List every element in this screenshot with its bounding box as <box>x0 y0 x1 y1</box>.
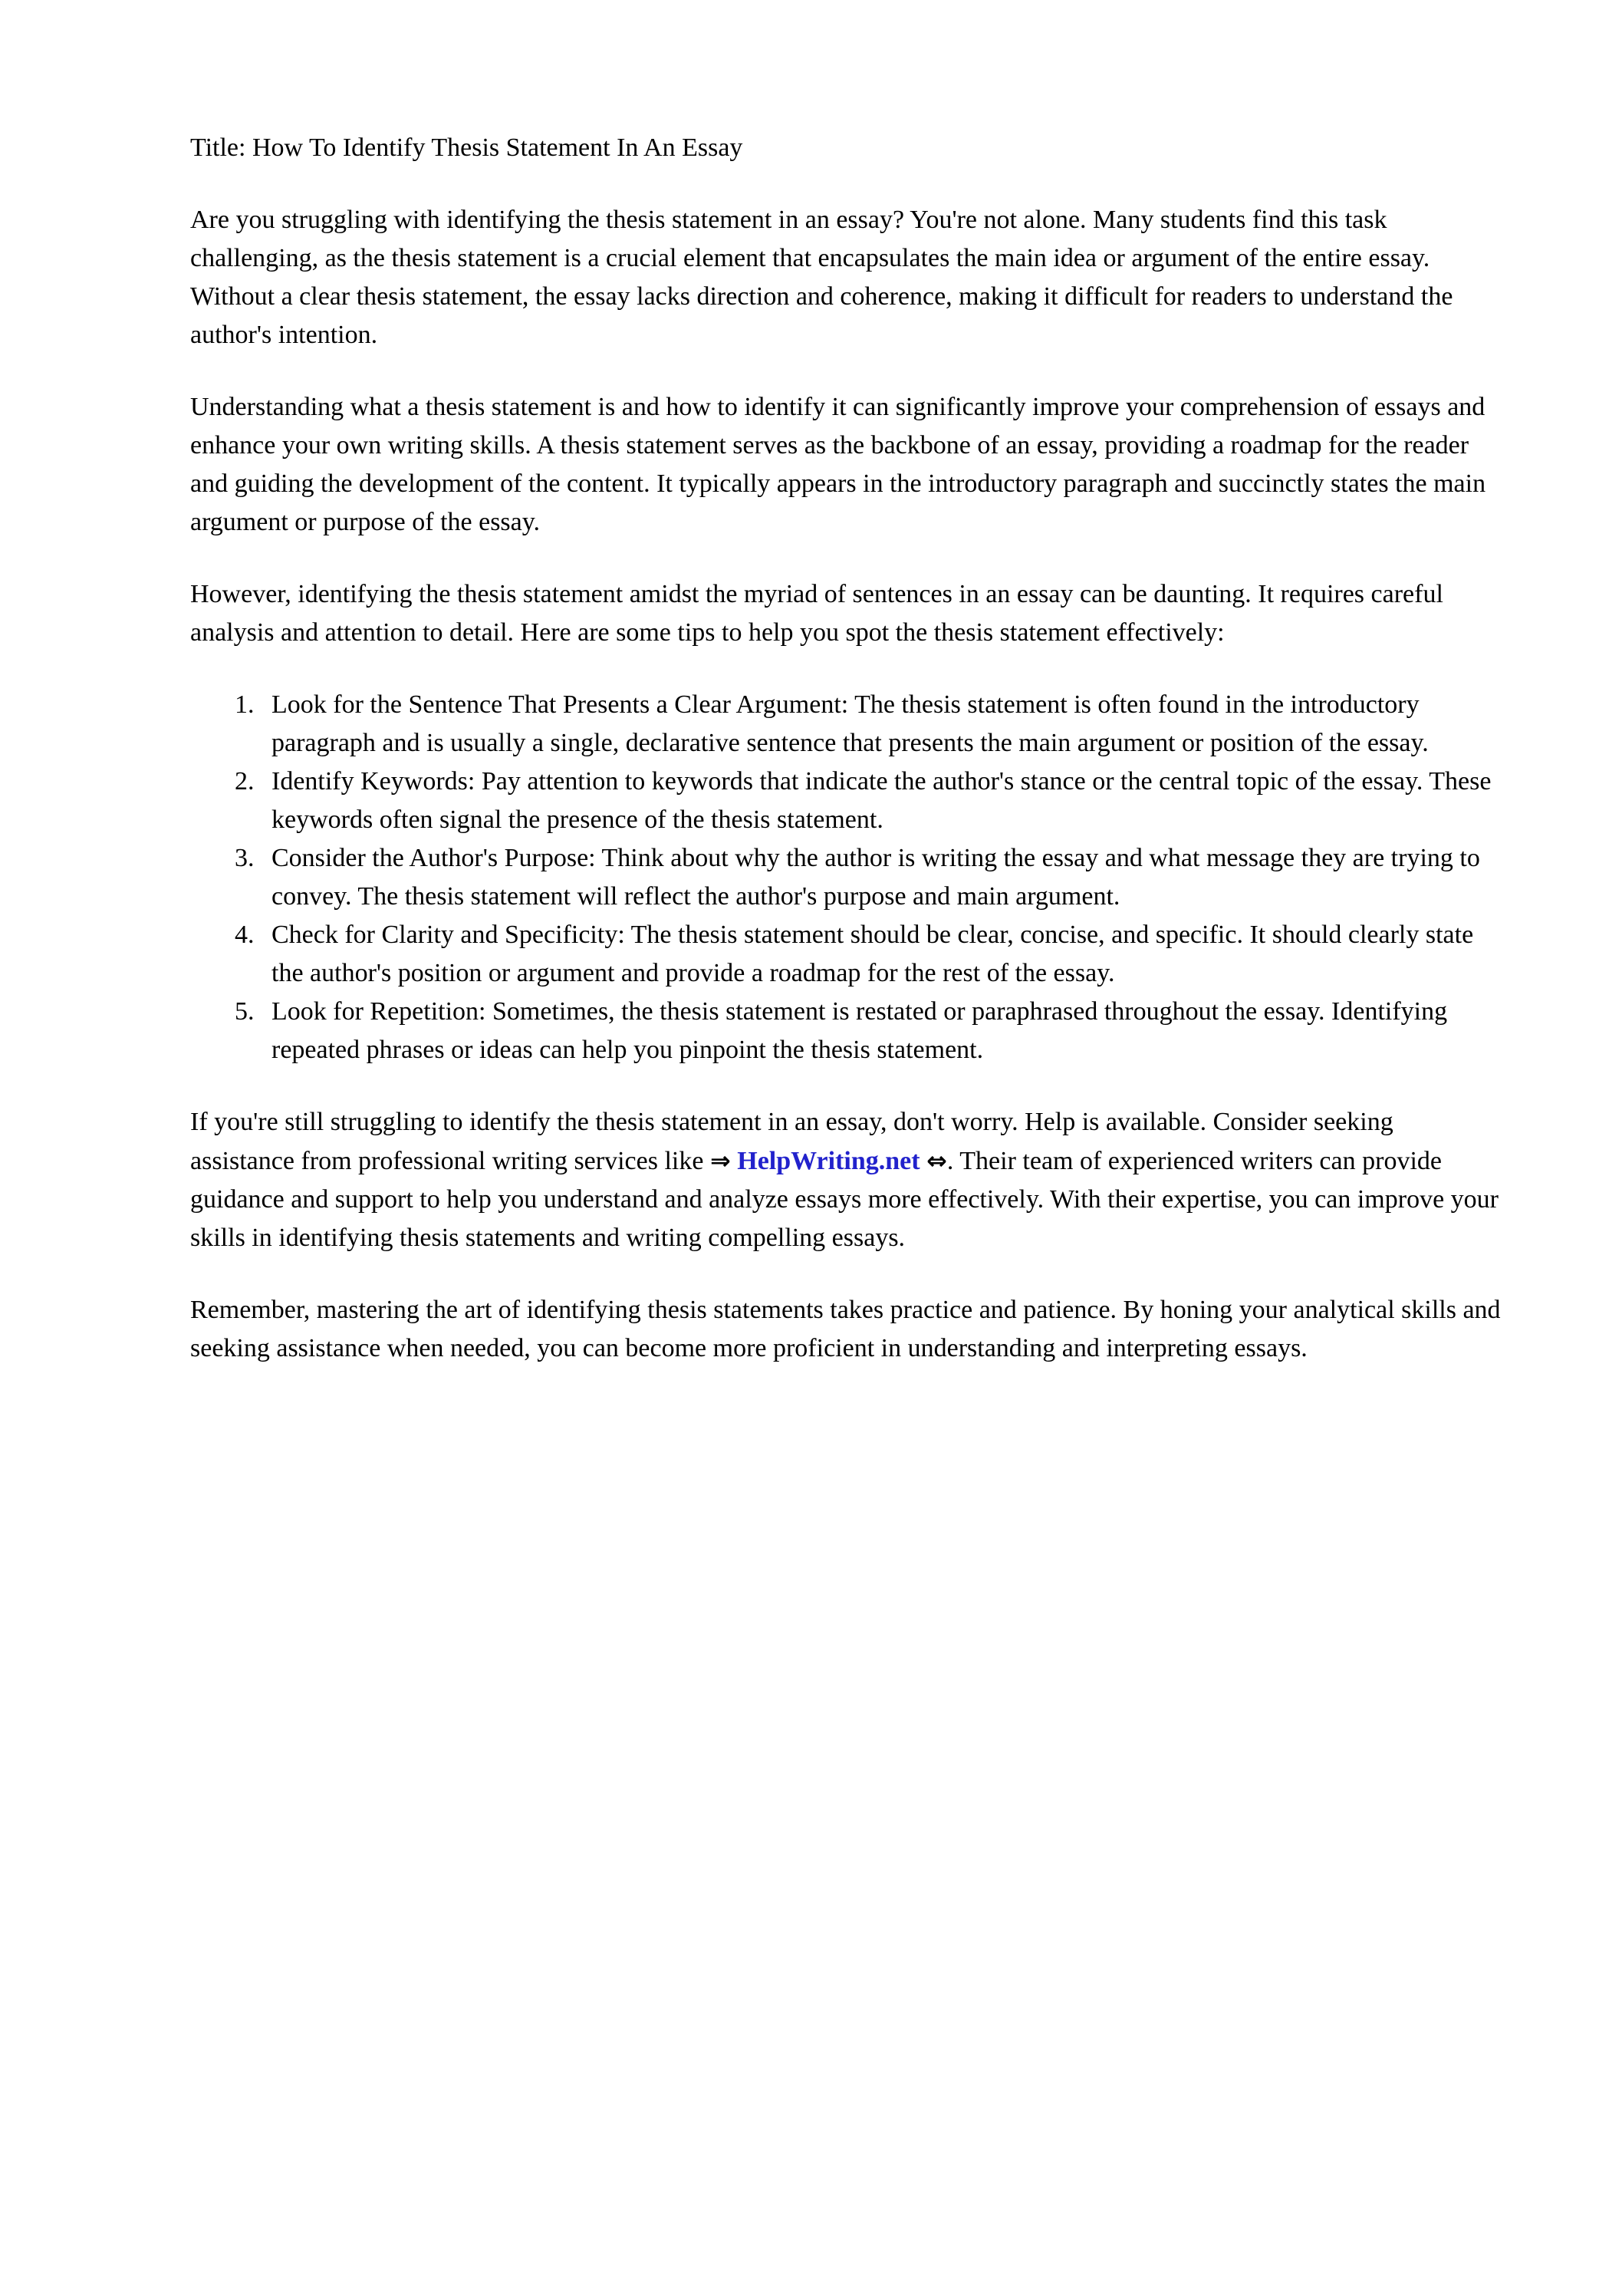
paragraph-help-available <box>190 1103 1503 1257</box>
list-item: 5. Look for Repetition: Sometimes, the thesis statement is restated or paraphrased throughout the essay. Identifying repeated phrases or ideas can help you pinpoint the thesis statement. <box>261 993 1503 1069</box>
left-right-arrow-icon: ⇔ <box>926 1146 947 1175</box>
help-text-before-link: If you're still struggling to identify the thesis statement in an essay, don't worry. Help is available. Consider seeking assistance from professional writing services like <box>190 1108 1393 1175</box>
list-item: 3. Consider the Author's Purpose: Think about why the author is writing the essay and what message they are trying to convey. The thesis statement will reflect the author's purpose and main argument. <box>261 839 1503 916</box>
document-content <box>190 129 1503 1402</box>
page-title: Title: How To Identify Thesis Statement In An Essay <box>190 133 743 162</box>
paragraph-intro: Are you struggling with identifying the thesis statement in an essay? You're not alone. Many students find this task challenging, as the thesis statement is a crucial element that encapsulates the main idea or argument of the entire essay. Without a clear thesis statement, the essay lacks direction and coherence, making it difficult for readers to understand the author's intention. <box>190 206 1453 349</box>
paragraph-however: However, identifying the thesis statement amidst the myriad of sentences in an essay can be daunting. It requires careful analysis and attention to detail. Here are some tips to help you spot the thesis statement effectively: <box>190 580 1443 647</box>
list-item: 4. Check for Clarity and Specificity: The thesis statement should be clear, concise, and specific. It should clearly state the author's position or argument and provide a roadmap for the rest of the essay. <box>261 916 1503 993</box>
link-spacer-right <box>920 1147 927 1175</box>
tips-ordered-list <box>190 686 1503 1069</box>
list-item: 1. Look for the Sentence That Presents a Clear Argument: The thesis statement is often found in the introductory paragraph and is usually a single, declarative sentence that presents the main argument or position of the essay. <box>261 686 1503 763</box>
link-spacer <box>731 1147 738 1175</box>
paragraph-understanding: Understanding what a thesis statement is and how to identify it can significantly improve your comprehension of essays and enhance your own writing skills. A thesis statement serves as the backbone of an essay, providing a roadmap for the reader and guiding the development of the content. It typically appears in the introductory paragraph and succinctly states the main argument or purpose of the essay. <box>190 393 1486 536</box>
help-text-after-link: . Their team of experienced writers can provide guidance and support to help you understand and analyze essays more effectively. With their expertise, you can improve your skills in identifying thesis statements and writing compelling essays. <box>190 1147 1499 1252</box>
helpwriting-link[interactable]: HelpWriting.net <box>737 1147 920 1175</box>
paragraph-remember: Remember, mastering the art of identifying thesis statements takes practice and patience. By honing your analytical skills and seeking assistance when needed, you can become more proficient in understanding and interpreting essays. <box>190 1296 1501 1362</box>
list-item: 2. Identify Keywords: Pay attention to keywords that indicate the author's stance or the central topic of the essay. These keywords often signal the presence of the thesis statement. <box>261 763 1503 839</box>
double-right-arrow-icon: ⇒ <box>709 1146 731 1175</box>
